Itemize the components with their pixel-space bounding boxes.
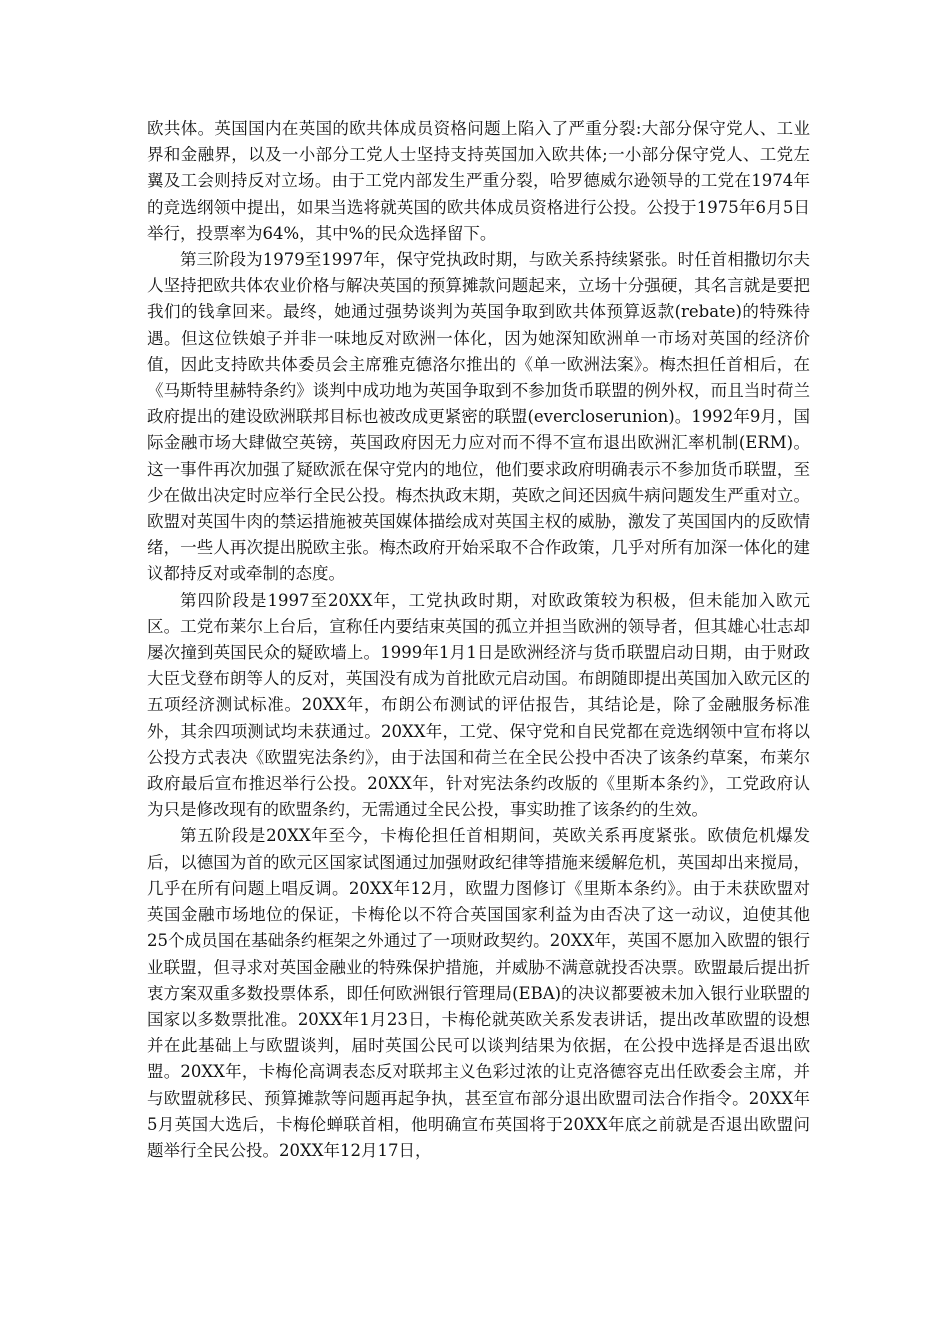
- paragraph-2: 第三阶段为1979至1997年，保守党执政时期，与欧关系持续紧张。时任首相撒切尔夫人坚持把欧共体农业价格与解决英国的预算摊款问题起来，立场十分强硬，其名言就是要把我们的钱拿回来。最终，她通过强势谈判为英国争取到欧共体预算返款(rebate)的特殊待遇。但这位铁娘子并非一味地反对欧洲一体化，因为她深知欧洲单一市场对英国的经济价值，因此支持欧共体委员会主席雅克德洛尔推出的《单一欧洲法案》。梅杰担任首相后，在《马斯特里赫特条约》谈判中成功地为英国争取到不参加货币联盟的例外权，而且当时荷兰政府提出的建设欧洲联邦目标也被改成更紧密的联盟(evercloserunion)。1992年9月，国际金融市场大肆做空英镑，英国政府因无力应对而不得不宣布退出欧洲汇率机制(ERM)。这一事件再次加强了疑欧派在保守党内的地位，他们要求政府明确表示不参加货币联盟，至少在做出决定时应举行全民公投。梅杰执政末期，英欧之间还因疯牛病问题发生严重对立。欧盟对英国牛肉的禁运措施被英国媒体描绘成对英国主权的威胁，激发了英国国内的反欧情绪，一些人再次提出脱欧主张。梅杰政府开始采取不合作政策，几乎对所有加深一体化的建议都持反对或牵制的态度。: [147, 250, 810, 584]
- paragraph-3: 第四阶段是1997至20XX年，工党执政时期，对欧政策较为积极，但未能加入欧元区。工党布莱尔上台后，宣称任内要结束英国的孤立并担当欧洲的领导者，但其雄心壮志却屡次撞到英国民众的疑欧墙上。1999年1月1日是欧洲经济与货币联盟启动日期，由于财政大臣戈登布朗等人的反对，英国没有成为首批欧元启动国。布朗随即提出英国加入欧元区的五项经济测试标准。20XX年，布朗公布测试的评估报告，其结论是，除了金融服务标准外，其余四项测试均未获通过。20XX年，工党、保守党和自民党都在竞选纲领中宣布将以公投方式表决《欧盟宪法条约》，由于法国和荷兰在全民公投中否决了该条约草案，布莱尔政府最后宣布推迟举行公投。20XX年，针对宪法条约改版的《里斯本条约》，工党政府认为只是修改现有的欧盟条约，无需通过全民公投，事实助推了该条约的生效。: [147, 590, 810, 820]
- document-body: [147, 116, 810, 1164]
- paragraph-1: 欧共体。英国国内在英国的欧共体成员资格问题上陷入了严重分裂:大部分保守党人、工业界和金融界，以及一小部分工党人士坚持支持英国加入欧共体;一小部分保守党人、工党左翼及工会则持反对立场。由于工党内部发生严重分裂，哈罗德威尔逊领导的工党在1974年的竞选纲领中提出，如果当选将就英国的欧共体成员资格进行公投。公投于1975年6月5日举行，投票率为64%，其中%的民众选择留下。: [147, 119, 810, 243]
- paragraph-4: 第五阶段是20XX年至今，卡梅伦担任首相期间，英欧关系再度紧张。欧债危机爆发后，以德国为首的欧元区国家试图通过加强财政纪律等措施来缓解危机，英国却出来搅局，几乎在所有问题上唱反调。20XX年12月，欧盟力图修订《里斯本条约》。由于未获欧盟对英国金融市场地位的保证，卡梅伦以不符合英国国家利益为由否决了这一动议，迫使其他25个成员国在基础条约框架之外通过了一项财政契约。20XX年，英国不愿加入欧盟的银行业联盟，但寻求对英国金融业的特殊保护措施，并威胁不满意就投否决票。欧盟最后提出折衷方案双重多数投票体系，即任何欧洲银行管理局(EBA)的决议都要被未加入银行业联盟的国家以多数票批准。20XX年1月23日，卡梅伦就英欧关系发表讲话，提出改革欧盟的设想并在此基础上与欧盟谈判，届时英国公民可以谈判结果为依据，在公投中选择是否退出欧盟。20XX年，卡梅伦高调表态反对联邦主义色彩过浓的让克洛德容克出任欧委会主席，并与欧盟就移民、预算摊款等问题再起争执，甚至宣布部分退出欧盟司法合作指令。20XX年5月英国大选后，卡梅伦蝉联首相，他明确宣布英国将于20XX年底之前就是否退出欧盟问题举行全民公投。20XX年12月17日，: [147, 826, 810, 1160]
